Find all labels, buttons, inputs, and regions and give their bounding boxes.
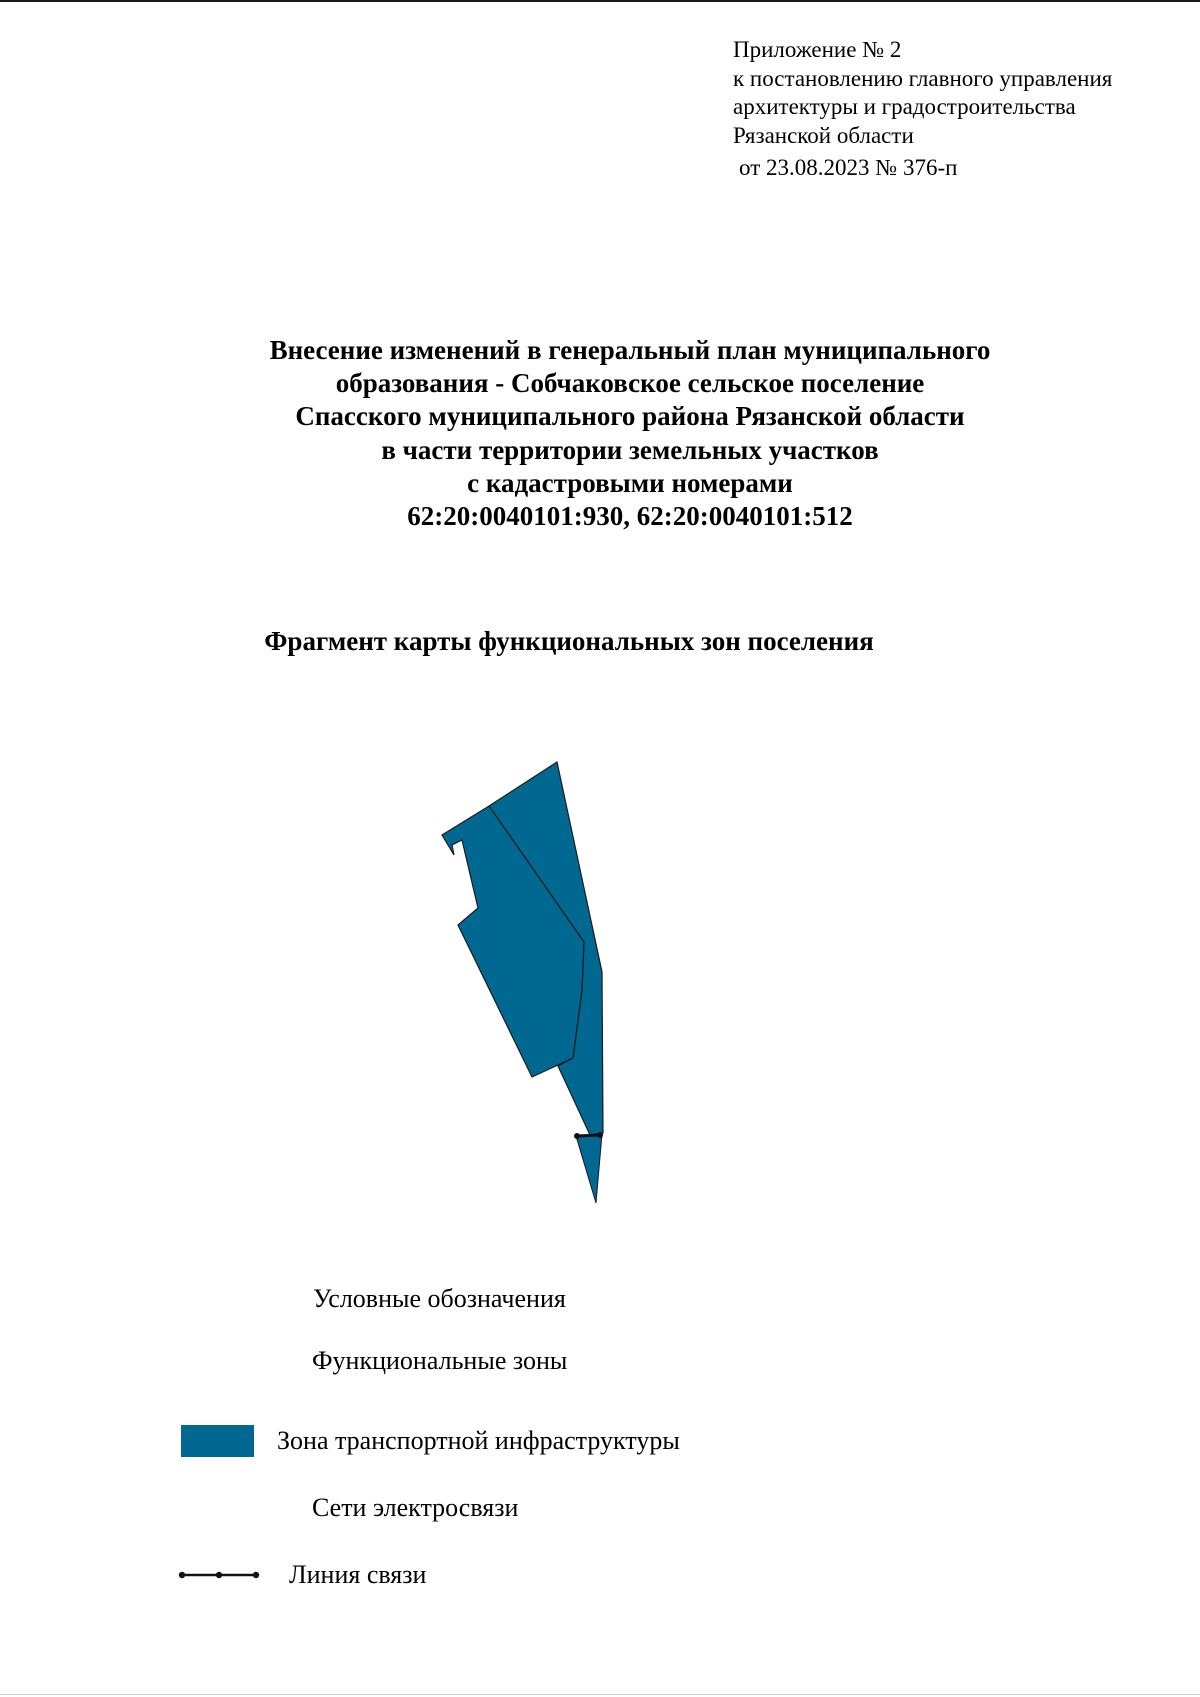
title-line-1: Внесение изменений в генеральный план муниципального: [269, 335, 991, 365]
legend-transport-zone-swatch: [181, 1425, 254, 1457]
legend-heading: Условные обозначения: [313, 1284, 566, 1313]
title-line-5: с кадастровыми номерами: [467, 467, 793, 498]
transport-zone-parcel-south-tip: [576, 1134, 602, 1203]
document-title: [120, 334, 1140, 533]
map-fragment-title: Фрагмент карты функциональных зон поселения: [264, 626, 874, 656]
legend-communication-line-symbol: [178, 1565, 260, 1585]
transport-zone-parcel-east: [489, 762, 603, 1135]
title-line-2: образования - Собчаковское сельское поселение: [335, 368, 925, 399]
appendix-region-line: Рязанской области: [733, 122, 914, 148]
legend-telecom-networks-heading: Сети электросвязи: [312, 1493, 519, 1522]
appendix-number: Приложение № 2: [733, 37, 902, 62]
communication-line-node-start: [574, 1133, 580, 1139]
page-top-border: [0, 0, 1200, 2]
appendix-block: [733, 36, 1173, 183]
communication-line-node-end: [597, 1132, 603, 1138]
legend-functional-zones-heading: Функциональные зоны: [312, 1346, 568, 1375]
appendix-authority-line: архитектуры и градостроительства: [733, 94, 1076, 119]
communication-line: [577, 1135, 600, 1136]
title-line-6-cadastral-numbers: 62:20:0040101:930, 62:20:0040101:512: [407, 501, 853, 532]
legend-communication-line-label: Линия связи: [289, 1560, 427, 1589]
appendix-date-number: от 23.08.2023 № 376-п: [739, 155, 958, 180]
title-line-4: в части территории земельных участков: [381, 434, 879, 465]
transport-zone-parcel-west: [442, 806, 584, 1077]
appendix-decree-line: к постановлению главного управления: [733, 65, 1113, 91]
title-line-3: Спасского муниципального района Рязанской области: [295, 401, 965, 432]
page-bottom-border: [0, 1694, 1200, 1695]
legend-transport-zone-label: Зона транспортной инфраструктуры: [277, 1426, 680, 1455]
